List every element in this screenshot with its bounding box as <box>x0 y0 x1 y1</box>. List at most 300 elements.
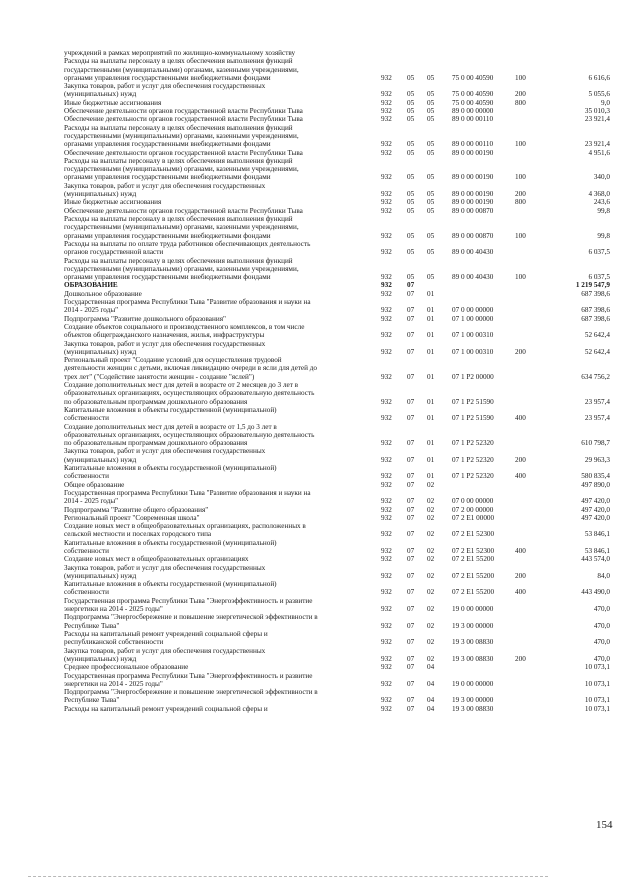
cell-podrazdel: 02 <box>427 588 435 597</box>
row-name-line: Государственная программа Республики Тыва "Энергоэффективность и развитие <box>64 596 313 605</box>
cell-amount: 443 574,0 <box>581 555 610 564</box>
row-name <box>64 481 380 489</box>
cell-amount: 470,0 <box>593 638 610 647</box>
row-name-line: Расходы на капитальный ремонт учреждений социальной сферы и <box>64 630 268 638</box>
cell-razdel: 07 <box>407 679 415 688</box>
cell-podrazdel: 01 <box>427 372 435 381</box>
cell-target: 89 0 00 00190 <box>452 173 494 182</box>
cell-podrazdel: 01 <box>427 306 435 315</box>
row-name <box>64 99 380 107</box>
cell-target: 07 1 00 00310 <box>452 331 494 340</box>
cell-glava: 932 <box>381 505 392 514</box>
cell-amount: 84,0 <box>597 571 610 580</box>
cell-amount: 99,8 <box>597 231 610 240</box>
cell-amount: 5 055,6 <box>588 90 610 99</box>
row-name-line: 2014 - 2025 годы" <box>64 497 119 506</box>
row-name-line: Расходы на выплаты по оплате труда работников обеспечивающих деятельность <box>64 239 311 248</box>
row-name-line: 2014 - 2025 годы" <box>64 306 119 315</box>
cell-target: 07 1 P2 51590 <box>452 414 494 423</box>
cell-podrazdel: 02 <box>427 621 435 630</box>
cell-podrazdel: 01 <box>427 289 435 298</box>
row-name-line: трех лет" ("Содействие занятости женщин - создание "яслей") <box>64 372 255 381</box>
row-name-line: сельской местности и поселках городского типа <box>64 530 212 539</box>
cell-razdel: 07 <box>407 331 415 340</box>
cell-glava: 932 <box>381 397 392 406</box>
cell-target: 89 0 00 00110 <box>452 140 494 149</box>
row-name <box>64 149 380 157</box>
cell-target: 07 2 E1 55200 <box>452 555 495 564</box>
cell-podrazdel: 02 <box>427 638 435 647</box>
cell-podrazdel: 02 <box>427 530 435 539</box>
cell-razdel: 07 <box>407 497 415 506</box>
row-name <box>64 323 380 340</box>
cell-target: 07 2 00 00000 <box>452 505 494 514</box>
row-name <box>64 672 380 689</box>
row-name-line: (муниципальных) нужд <box>64 190 137 199</box>
cell-amount: 687 398,6 <box>581 289 610 298</box>
row-name-line: Закупка товаров, работ и услуг для обеспечения государственных <box>64 646 266 655</box>
row-name-line: объектов общегражданского назначения, жилья, инфраструктуры <box>64 331 265 340</box>
row-name <box>64 257 380 282</box>
row-name <box>64 647 380 664</box>
row-name-line: по образовательным программам дошкольного образования <box>64 397 248 406</box>
row-name-line: Закупка товаров, работ и услуг для обеспечения государственных <box>64 82 266 91</box>
cell-amount: 6 616,6 <box>588 73 610 82</box>
cell-target: 07 0 00 00000 <box>452 306 494 315</box>
cell-razdel: 07 <box>407 306 415 315</box>
row-name-line: образовательных организациях, осуществляющих образовательную деятельность <box>64 430 315 439</box>
cell-expense-type: 100 <box>515 273 526 282</box>
row-name <box>64 381 380 406</box>
row-name-line: собственности <box>64 546 109 555</box>
cell-podrazdel: 05 <box>427 90 435 99</box>
cell-razdel: 07 <box>407 571 415 580</box>
cell-razdel: 07 <box>407 696 415 705</box>
row-name-line: энергетики на 2014 - 2025 годы" <box>64 605 163 614</box>
cell-amount: 23 921,4 <box>584 115 610 124</box>
cell-podrazdel: 05 <box>427 190 435 199</box>
row-name-line: Региональный проект "Современная школа" <box>64 513 200 522</box>
cell-expense-type: 200 <box>515 455 526 464</box>
cell-amount: 687 398,6 <box>581 306 610 315</box>
row-name <box>64 124 380 149</box>
cell-razdel: 07 <box>407 397 415 406</box>
cell-podrazdel: 01 <box>427 347 435 356</box>
row-name-line: Расходы на выплаты персоналу в целях обеспечения выполнения функций <box>64 256 293 265</box>
cell-glava: 932 <box>381 347 392 356</box>
row-name-line: Иные бюджетные ассигнования <box>64 198 162 207</box>
row-name-line: государственными (муниципальными) органами, казенными учреждениями, <box>64 65 299 74</box>
cell-amount: 10 073,1 <box>584 704 610 713</box>
cell-glava: 932 <box>381 472 392 481</box>
row-name-line: государственными (муниципальными) органами, казенными учреждениями, <box>64 165 299 174</box>
cell-glava: 932 <box>381 638 392 647</box>
row-name <box>64 82 380 99</box>
cell-podrazdel: 04 <box>427 679 435 688</box>
cell-expense-type: 400 <box>515 472 526 481</box>
page-number: 154 <box>596 819 613 831</box>
row-name <box>64 207 380 215</box>
row-name <box>64 688 380 705</box>
cell-target: 19 0 00 00000 <box>452 605 494 614</box>
row-name-line: Региональный проект "Создание условий для осуществления трудовой <box>64 356 282 365</box>
cell-podrazdel: 05 <box>427 115 435 124</box>
row-name-line: Расходы на капитальный ремонт учреждений социальной сферы и <box>64 704 268 713</box>
cell-amount: 443 490,0 <box>581 588 610 597</box>
row-name <box>64 663 380 671</box>
row-name-line: Обеспечение деятельности органов государственной власти Республики Тыва <box>64 115 303 124</box>
cell-glava: 932 <box>381 248 392 257</box>
cell-target: 07 1 00 00310 <box>452 347 494 356</box>
cell-podrazdel: 04 <box>427 696 435 705</box>
cell-glava: 932 <box>381 206 392 215</box>
cell-target: 19 3 00 08830 <box>452 654 494 663</box>
cell-podrazdel: 01 <box>427 314 435 323</box>
row-name-line: образовательных организациях, осуществляющих образовательную деятельность <box>64 389 315 398</box>
cell-razdel: 05 <box>407 190 415 199</box>
cell-podrazdel: 01 <box>427 414 435 423</box>
cell-target: 19 3 00 08830 <box>452 704 494 713</box>
cell-target: 07 1 P2 51590 <box>452 397 494 406</box>
row-name-line: Создание дополнительных мест для детей в возрасте от 1,5 до 3 лет в <box>64 422 277 431</box>
cell-podrazdel: 02 <box>427 546 435 555</box>
cell-target: 19 0 00 00000 <box>452 679 494 688</box>
cell-podrazdel: 02 <box>427 513 435 522</box>
cell-razdel: 07 <box>407 638 415 647</box>
cell-razdel: 05 <box>407 273 415 282</box>
cell-target: 89 0 00 00870 <box>452 206 494 215</box>
cell-amount: 52 642,4 <box>584 331 610 340</box>
cell-podrazdel: 01 <box>427 397 435 406</box>
row-name-line: Закупка товаров, работ и услуг для обеспечения государственных <box>64 181 266 190</box>
cell-target: 07 2 E1 00000 <box>452 513 495 522</box>
row-name-line: Обеспечение деятельности органов государственной власти Республики Тыва <box>64 206 303 215</box>
row-name-line: по образовательным программам дошкольного образования <box>64 439 248 448</box>
cell-glava: 932 <box>381 148 392 157</box>
cell-amount: 470,0 <box>593 605 610 614</box>
cell-amount: 53 846,1 <box>584 530 610 539</box>
cell-glava: 932 <box>381 314 392 323</box>
cell-amount: 6 037,5 <box>588 248 610 257</box>
cell-target: 75 0 00 40590 <box>452 73 494 82</box>
cell-podrazdel: 02 <box>427 571 435 580</box>
cell-glava: 932 <box>381 654 392 663</box>
row-name-line: Закупка товаров, работ и услуг для обеспечения государственных <box>64 339 266 348</box>
cell-glava: 932 <box>381 372 392 381</box>
cell-target: 89 0 00 00190 <box>452 190 494 199</box>
row-name <box>64 613 380 630</box>
row-name-line: органов государственной власти <box>64 248 164 257</box>
cell-podrazdel: 01 <box>427 472 435 481</box>
cell-target: 75 0 00 40590 <box>452 90 494 99</box>
cell-target: 89 0 00 00000 <box>452 107 494 116</box>
cell-amount: 9,0 <box>601 98 610 107</box>
row-name-line: (муниципальных) нужд <box>64 347 137 356</box>
row-name-line: Республике Тыва" <box>64 696 120 705</box>
cell-target: 89 0 00 00190 <box>452 198 494 207</box>
row-name <box>64 539 380 556</box>
cell-podrazdel: 01 <box>427 439 435 448</box>
cell-glava: 932 <box>381 73 392 82</box>
row-name-line: государственными (муниципальными) органами, казенными учреждениями, <box>64 264 299 273</box>
row-name-line: Закупка товаров, работ и услуг для обеспечения государственных <box>64 447 266 456</box>
row-name-line: Иные бюджетные ассигнования <box>64 98 162 107</box>
cell-razdel: 07 <box>407 480 415 489</box>
cell-target: 75 0 00 40590 <box>452 98 494 107</box>
cell-podrazdel: 04 <box>427 663 435 672</box>
cell-glava: 932 <box>381 530 392 539</box>
cell-amount: 35 010,3 <box>584 107 610 116</box>
cell-glava: 932 <box>381 107 392 116</box>
cell-target: 07 1 P2 52320 <box>452 472 494 481</box>
cell-razdel: 05 <box>407 248 415 257</box>
cell-glava: 932 <box>381 273 392 282</box>
cell-glava: 932 <box>381 306 392 315</box>
cell-razdel: 07 <box>407 605 415 614</box>
cell-amount: 23 921,4 <box>584 140 610 149</box>
cell-glava: 932 <box>381 331 392 340</box>
row-name <box>64 564 380 581</box>
row-name <box>64 506 380 514</box>
cell-podrazdel: 05 <box>427 273 435 282</box>
cell-glava: 932 <box>381 679 392 688</box>
row-name-line: Создание объектов социального и производственного комплексов, в том числе <box>64 322 305 331</box>
cell-razdel: 05 <box>407 98 415 107</box>
row-name-line: государственными (муниципальными) органами, казенными учреждениями, <box>64 131 299 140</box>
row-name-line: Государственная программа Республики Тыва "Энергоэффективность и развитие <box>64 671 313 680</box>
cell-podrazdel: 02 <box>427 605 435 614</box>
cell-target: 07 1 P2 52320 <box>452 439 494 448</box>
cell-expense-type: 100 <box>515 140 526 149</box>
cell-amount: 243,6 <box>593 198 610 207</box>
cell-amount: 23 957,4 <box>584 397 610 406</box>
cell-podrazdel: 05 <box>427 140 435 149</box>
row-name <box>64 107 380 115</box>
cell-razdel: 05 <box>407 107 415 116</box>
cell-razdel: 07 <box>407 588 415 597</box>
row-name-line: (муниципальных) нужд <box>64 455 137 464</box>
cell-razdel: 05 <box>407 173 415 182</box>
row-name-line: Закупка товаров, работ и услуг для обеспечения государственных <box>64 563 266 572</box>
cell-target: 07 2 E1 52300 <box>452 530 495 539</box>
row-name-line: учреждений в рамках мероприятий по жилищно-коммунальному хозяйству <box>64 49 296 57</box>
cell-glava: 932 <box>381 621 392 630</box>
cell-amount: 340,0 <box>593 173 610 182</box>
row-name-line: Расходы на выплаты персоналу в целях обеспечения выполнения функций <box>64 156 293 165</box>
row-name-line: Среднее профессиональное образование <box>64 663 189 672</box>
cell-glava: 932 <box>381 513 392 522</box>
cell-expense-type: 800 <box>515 98 526 107</box>
cell-razdel: 07 <box>407 281 415 290</box>
cell-expense-type: 400 <box>515 588 526 597</box>
cell-glava: 932 <box>381 588 392 597</box>
row-name-line: Создание новых мест в общеобразовательных организациях <box>64 555 249 564</box>
cell-target: 89 0 00 00110 <box>452 115 494 124</box>
cell-podrazdel: 02 <box>427 654 435 663</box>
cell-expense-type: 200 <box>515 571 526 580</box>
cell-amount: 470,0 <box>593 654 610 663</box>
row-name <box>64 157 380 182</box>
row-name <box>64 464 380 481</box>
cell-target: 07 1 00 00000 <box>452 314 494 323</box>
cell-glava: 932 <box>381 190 392 199</box>
cell-amount: 687 398,6 <box>581 314 610 323</box>
cell-expense-type: 200 <box>515 90 526 99</box>
row-name <box>64 298 380 315</box>
cell-razdel: 07 <box>407 505 415 514</box>
row-name-line: Подпрограмма "Энергосбережение и повышение энергетической эффективности в <box>64 688 318 697</box>
row-name <box>64 182 380 199</box>
cell-podrazdel: 05 <box>427 198 435 207</box>
row-name-line: органами управления государственными внебюджетными фондами <box>64 140 271 149</box>
row-name <box>64 115 380 123</box>
cell-amount: 1 219 547,9 <box>575 281 610 290</box>
row-name <box>64 597 380 614</box>
row-name <box>64 281 380 289</box>
cell-expense-type: 200 <box>515 190 526 199</box>
cell-expense-type: 400 <box>515 414 526 423</box>
cell-razdel: 05 <box>407 231 415 240</box>
cell-razdel: 07 <box>407 455 415 464</box>
row-name-line: Создание новых мест в общеобразовательных организациях, расположенных в <box>64 522 306 531</box>
cell-podrazdel: 05 <box>427 248 435 257</box>
cell-glava: 932 <box>381 90 392 99</box>
row-name-line: Обеспечение деятельности органов государственной власти Республики Тыва <box>64 148 303 157</box>
cell-razdel: 07 <box>407 472 415 481</box>
cell-glava: 932 <box>381 663 392 672</box>
cell-podrazdel: 02 <box>427 480 435 489</box>
row-name-line: Государственная программа Республики Тыва "Развитие образования и науки на <box>64 298 311 306</box>
row-name <box>64 514 380 522</box>
row-name-line: Расходы на выплаты персоналу в целях обеспечения выполнения функций <box>64 57 293 66</box>
row-name-line: Подпрограмма "Развитие дошкольного образования" <box>64 314 226 323</box>
cell-target: 89 0 00 00870 <box>452 231 494 240</box>
row-name-line: Общее образование <box>64 480 125 489</box>
cell-amount: 10 073,1 <box>584 663 610 672</box>
cell-expense-type: 400 <box>515 546 526 555</box>
row-name-line: органами управления государственными внебюджетными фондами <box>64 173 271 182</box>
cell-podrazdel: 02 <box>427 555 435 564</box>
cell-glava: 932 <box>381 231 392 240</box>
cell-amount: 580 835,4 <box>581 472 610 481</box>
cell-razdel: 07 <box>407 414 415 423</box>
cell-podrazdel: 05 <box>427 73 435 82</box>
row-name <box>64 580 380 597</box>
cell-razdel: 05 <box>407 148 415 157</box>
cell-target: 89 0 00 40430 <box>452 273 494 282</box>
row-name <box>64 489 380 506</box>
cell-amount: 470,0 <box>593 621 610 630</box>
cell-glava: 932 <box>381 439 392 448</box>
cell-podrazdel: 05 <box>427 148 435 157</box>
cell-razdel: 07 <box>407 663 415 672</box>
cell-podrazdel: 02 <box>427 497 435 506</box>
cell-razdel: 07 <box>407 347 415 356</box>
cell-glava: 932 <box>381 289 392 298</box>
row-name <box>64 705 380 713</box>
row-name-line: Капитальные вложения в объекты государственной (муниципальной) <box>64 405 277 414</box>
row-name <box>64 555 380 563</box>
cell-glava: 932 <box>381 696 392 705</box>
row-name-line: Создание дополнительных мест для детей в возрасте от 2 месяцев до 3 лет в <box>64 381 299 389</box>
cell-target: 07 0 00 00000 <box>452 497 494 506</box>
cell-razdel: 05 <box>407 198 415 207</box>
cell-glava: 932 <box>381 555 392 564</box>
row-name-line: Обеспечение деятельности органов государственной власти Республики Тыва <box>64 107 303 116</box>
cell-expense-type: 100 <box>515 173 526 182</box>
cell-podrazdel: 05 <box>427 98 435 107</box>
cell-razdel: 07 <box>407 704 415 713</box>
footer-divider <box>28 876 548 877</box>
row-name-line: Капитальные вложения в объекты государственной (муниципальной) <box>64 538 277 547</box>
cell-glava: 932 <box>381 140 392 149</box>
cell-amount: 10 073,1 <box>584 679 610 688</box>
cell-amount: 497 420,0 <box>581 497 610 506</box>
row-name-line: ОБРАЗОВАНИЕ <box>64 281 118 290</box>
cell-amount: 29 963,3 <box>584 455 610 464</box>
cell-podrazdel: 05 <box>427 231 435 240</box>
row-name <box>64 356 380 381</box>
row-name-line: органами управления государственными внебюджетными фондами <box>64 73 271 82</box>
cell-podrazdel: 01 <box>427 331 435 340</box>
row-name <box>64 315 380 323</box>
cell-target: 19 3 00 00000 <box>452 621 494 630</box>
cell-amount: 53 846,1 <box>584 546 610 555</box>
cell-expense-type: 100 <box>515 231 526 240</box>
cell-podrazdel: 02 <box>427 505 435 514</box>
row-name-line: республиканской собственности <box>64 638 164 647</box>
row-name-line: Капитальные вложения в объекты государственной (муниципальной) <box>64 580 277 589</box>
row-name-line: органами управления государственными внебюджетными фондами <box>64 231 271 240</box>
row-name-line: Капитальные вложения в объекты государственной (муниципальной) <box>64 464 277 472</box>
cell-target: 07 1 P2 00000 <box>452 372 494 381</box>
row-name <box>64 340 380 357</box>
cell-razdel: 05 <box>407 90 415 99</box>
cell-amount: 497 420,0 <box>581 505 610 514</box>
row-name-line: органами управления государственными внебюджетными фондами <box>64 273 271 282</box>
cell-glava: 932 <box>381 497 392 506</box>
cell-razdel: 07 <box>407 439 415 448</box>
cell-glava: 932 <box>381 605 392 614</box>
cell-glava: 932 <box>381 480 392 489</box>
cell-target: 07 2 E1 52300 <box>452 546 495 555</box>
cell-target: 19 3 00 08830 <box>452 638 494 647</box>
cell-amount: 497 890,0 <box>581 480 610 489</box>
row-name-line: (муниципальных) нужд <box>64 90 137 99</box>
cell-amount: 23 957,4 <box>584 414 610 423</box>
cell-podrazdel: 05 <box>427 107 435 116</box>
cell-razdel: 07 <box>407 546 415 555</box>
cell-razdel: 07 <box>407 314 415 323</box>
row-name <box>64 630 380 647</box>
cell-target: 89 0 00 00190 <box>452 148 494 157</box>
cell-glava: 932 <box>381 455 392 464</box>
cell-target: 19 3 00 00000 <box>452 696 494 705</box>
cell-amount: 6 037,5 <box>588 273 610 282</box>
cell-razdel: 07 <box>407 289 415 298</box>
cell-razdel: 07 <box>407 654 415 663</box>
cell-glava: 932 <box>381 173 392 182</box>
cell-target: 07 1 P2 52320 <box>452 455 494 464</box>
cell-amount: 4 951,6 <box>588 148 610 157</box>
cell-razdel: 07 <box>407 513 415 522</box>
cell-target: 07 2 E1 55200 <box>452 571 495 580</box>
cell-glava: 932 <box>381 115 392 124</box>
row-name-line: собственности <box>64 414 109 423</box>
cell-glava: 932 <box>381 198 392 207</box>
cell-amount: 4 368,0 <box>588 190 610 199</box>
row-name <box>64 423 380 448</box>
